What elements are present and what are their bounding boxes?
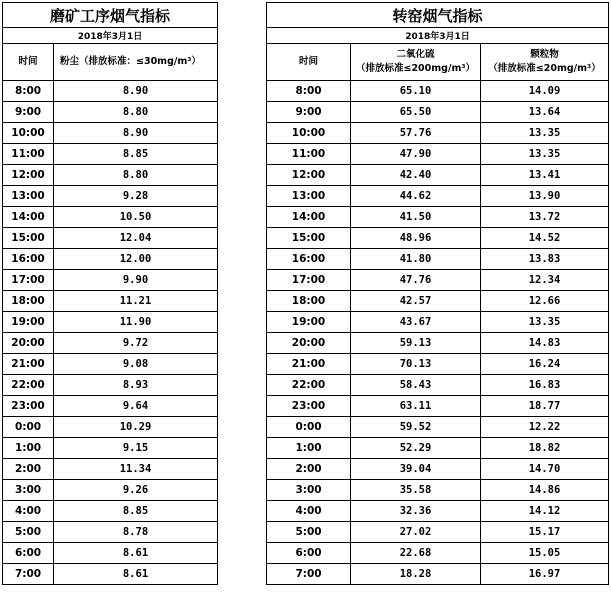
table-row xyxy=(3,396,218,417)
table-row xyxy=(267,228,609,249)
so2-value-cell: 41.80 xyxy=(351,249,481,270)
kiln-emissions-table xyxy=(266,2,609,585)
time-cell: 10:00 xyxy=(267,123,351,144)
time-cell: 2:00 xyxy=(3,459,54,480)
date-row xyxy=(3,28,218,44)
table-row xyxy=(267,207,609,228)
table-row xyxy=(267,501,609,522)
table-row xyxy=(3,270,218,291)
time-cell: 3:00 xyxy=(3,480,54,501)
dust-value-cell: 10.50 xyxy=(54,207,218,228)
particulate-column-header xyxy=(481,44,609,81)
so2-value-cell: 35.58 xyxy=(351,480,481,501)
time-cell: 13:00 xyxy=(267,186,351,207)
time-cell: 21:00 xyxy=(267,354,351,375)
dust-value-cell: 12.04 xyxy=(54,228,218,249)
time-cell: 18:00 xyxy=(3,291,54,312)
table-row xyxy=(3,543,218,564)
table-row xyxy=(3,564,218,585)
dust-value-cell: 9.90 xyxy=(54,270,218,291)
dust-value-cell: 8.61 xyxy=(54,543,218,564)
particulate-value-cell: 14.83 xyxy=(481,333,609,354)
particulate-value-cell: 15.05 xyxy=(481,543,609,564)
time-cell: 8:00 xyxy=(3,81,54,102)
header-row xyxy=(3,44,218,81)
kiln-table-title: 转窑烟气指标 xyxy=(267,3,609,28)
table-row xyxy=(3,333,218,354)
so2-value-cell: 39.04 xyxy=(351,459,481,480)
dust-column-header: 粉尘（排放标准：≤30mg/m³） xyxy=(54,44,218,81)
date-row xyxy=(267,28,609,44)
table-row xyxy=(3,459,218,480)
so2-value-cell: 44.62 xyxy=(351,186,481,207)
particulate-value-cell: 14.12 xyxy=(481,501,609,522)
dust-value-cell: 8.85 xyxy=(54,501,218,522)
particulate-value-cell: 13.90 xyxy=(481,186,609,207)
time-cell: 16:00 xyxy=(3,249,54,270)
particulate-value-cell: 13.72 xyxy=(481,207,609,228)
table-row xyxy=(267,396,609,417)
time-cell: 22:00 xyxy=(267,375,351,396)
time-cell: 5:00 xyxy=(267,522,351,543)
time-cell: 19:00 xyxy=(267,312,351,333)
time-cell: 7:00 xyxy=(267,564,351,585)
table-row xyxy=(267,312,609,333)
dust-value-cell: 12.00 xyxy=(54,249,218,270)
dust-value-cell: 9.64 xyxy=(54,396,218,417)
table-row xyxy=(3,81,218,102)
time-cell: 6:00 xyxy=(3,543,54,564)
grinding-emissions-table xyxy=(2,2,218,585)
table-row xyxy=(3,417,218,438)
time-cell: 11:00 xyxy=(3,144,54,165)
table-row xyxy=(267,564,609,585)
header-row xyxy=(267,44,609,81)
time-cell: 1:00 xyxy=(267,438,351,459)
dust-value-cell: 9.15 xyxy=(54,438,218,459)
so2-value-cell: 65.10 xyxy=(351,81,481,102)
table-row xyxy=(267,144,609,165)
time-cell: 17:00 xyxy=(3,270,54,291)
particulate-header-name: 颗粒物 xyxy=(530,49,559,60)
time-cell: 1:00 xyxy=(3,438,54,459)
particulate-value-cell: 13.35 xyxy=(481,144,609,165)
table-row xyxy=(267,354,609,375)
time-cell: 20:00 xyxy=(3,333,54,354)
particulate-value-cell: 15.17 xyxy=(481,522,609,543)
table-row xyxy=(3,354,218,375)
time-cell: 15:00 xyxy=(3,228,54,249)
table-title-row xyxy=(267,3,609,28)
table-row xyxy=(3,165,218,186)
particulate-value-cell: 14.86 xyxy=(481,480,609,501)
dust-value-cell: 8.78 xyxy=(54,522,218,543)
dust-value-cell: 8.90 xyxy=(54,123,218,144)
table-row xyxy=(3,501,218,522)
table-row xyxy=(267,459,609,480)
table-row xyxy=(267,81,609,102)
dust-value-cell: 8.90 xyxy=(54,81,218,102)
dust-value-cell: 9.72 xyxy=(54,333,218,354)
so2-value-cell: 57.76 xyxy=(351,123,481,144)
dust-value-cell: 11.21 xyxy=(54,291,218,312)
table-row xyxy=(3,207,218,228)
time-cell: 8:00 xyxy=(267,81,351,102)
so2-value-cell: 41.50 xyxy=(351,207,481,228)
dust-value-cell: 9.26 xyxy=(54,480,218,501)
time-cell: 10:00 xyxy=(3,123,54,144)
so2-value-cell: 48.96 xyxy=(351,228,481,249)
dust-value-cell: 8.85 xyxy=(54,144,218,165)
table-row xyxy=(267,543,609,564)
time-cell: 3:00 xyxy=(267,480,351,501)
so2-header-standard: （排放标准≤200mg/m³） xyxy=(355,63,476,74)
table-row xyxy=(267,123,609,144)
table-row xyxy=(267,270,609,291)
table-row xyxy=(267,249,609,270)
time-cell: 2:00 xyxy=(267,459,351,480)
time-cell: 6:00 xyxy=(267,543,351,564)
table-row xyxy=(3,291,218,312)
table-row xyxy=(3,186,218,207)
particulate-value-cell: 12.34 xyxy=(481,270,609,291)
so2-value-cell: 47.76 xyxy=(351,270,481,291)
table-title-row xyxy=(3,3,218,28)
table-row xyxy=(267,165,609,186)
time-cell: 22:00 xyxy=(3,375,54,396)
so2-value-cell: 65.50 xyxy=(351,102,481,123)
so2-column-header xyxy=(351,44,481,81)
dust-value-cell: 10.29 xyxy=(54,417,218,438)
grinding-table-date: 2018年3月1日 xyxy=(3,28,218,44)
dust-value-cell: 9.28 xyxy=(54,186,218,207)
time-column-header: 时间 xyxy=(267,44,351,81)
time-cell: 5:00 xyxy=(3,522,54,543)
time-column-header: 时间 xyxy=(3,44,54,81)
time-cell: 18:00 xyxy=(267,291,351,312)
so2-value-cell: 59.13 xyxy=(351,333,481,354)
time-cell: 23:00 xyxy=(3,396,54,417)
table-row xyxy=(267,186,609,207)
particulate-value-cell: 18.82 xyxy=(481,438,609,459)
particulate-value-cell: 16.83 xyxy=(481,375,609,396)
dust-value-cell: 11.90 xyxy=(54,312,218,333)
table-row xyxy=(267,333,609,354)
particulate-value-cell: 16.97 xyxy=(481,564,609,585)
time-cell: 9:00 xyxy=(267,102,351,123)
so2-header-name: 二氧化硫 xyxy=(396,49,435,60)
table-row xyxy=(267,375,609,396)
time-cell: 0:00 xyxy=(3,417,54,438)
particulate-value-cell: 13.35 xyxy=(481,312,609,333)
time-cell: 21:00 xyxy=(3,354,54,375)
so2-value-cell: 63.11 xyxy=(351,396,481,417)
table-row xyxy=(267,522,609,543)
so2-value-cell: 42.57 xyxy=(351,291,481,312)
table-row xyxy=(3,144,218,165)
particulate-value-cell: 18.77 xyxy=(481,396,609,417)
table-row xyxy=(3,312,218,333)
so2-value-cell: 52.29 xyxy=(351,438,481,459)
time-cell: 14:00 xyxy=(3,207,54,228)
table-row xyxy=(3,228,218,249)
so2-value-cell: 18.28 xyxy=(351,564,481,585)
time-cell: 12:00 xyxy=(267,165,351,186)
table-row xyxy=(267,438,609,459)
particulate-value-cell: 13.35 xyxy=(481,123,609,144)
time-cell: 4:00 xyxy=(3,501,54,522)
so2-value-cell: 22.68 xyxy=(351,543,481,564)
time-cell: 20:00 xyxy=(267,333,351,354)
table-row xyxy=(3,522,218,543)
dust-value-cell: 8.80 xyxy=(54,102,218,123)
time-cell: 13:00 xyxy=(3,186,54,207)
particulate-value-cell: 13.83 xyxy=(481,249,609,270)
table-row xyxy=(3,375,218,396)
so2-value-cell: 42.40 xyxy=(351,165,481,186)
dust-value-cell: 8.93 xyxy=(54,375,218,396)
time-cell: 19:00 xyxy=(3,312,54,333)
dust-value-cell: 8.61 xyxy=(54,564,218,585)
table-row xyxy=(3,102,218,123)
so2-value-cell: 70.13 xyxy=(351,354,481,375)
particulate-value-cell: 12.66 xyxy=(481,291,609,312)
time-cell: 11:00 xyxy=(267,144,351,165)
particulate-value-cell: 14.52 xyxy=(481,228,609,249)
table-row xyxy=(3,249,218,270)
particulate-header-standard: （排放标准≤20mg/m³） xyxy=(488,63,601,74)
so2-value-cell: 43.67 xyxy=(351,312,481,333)
so2-value-cell: 58.43 xyxy=(351,375,481,396)
time-cell: 0:00 xyxy=(267,417,351,438)
time-cell: 23:00 xyxy=(267,396,351,417)
so2-value-cell: 27.02 xyxy=(351,522,481,543)
particulate-value-cell: 16.24 xyxy=(481,354,609,375)
table-row xyxy=(267,480,609,501)
time-cell: 12:00 xyxy=(3,165,54,186)
dust-value-cell: 8.80 xyxy=(54,165,218,186)
table-row xyxy=(267,102,609,123)
time-cell: 4:00 xyxy=(267,501,351,522)
table-row xyxy=(3,438,218,459)
kiln-table-date: 2018年3月1日 xyxy=(267,28,609,44)
time-cell: 16:00 xyxy=(267,249,351,270)
time-cell: 9:00 xyxy=(3,102,54,123)
time-cell: 17:00 xyxy=(267,270,351,291)
so2-value-cell: 59.52 xyxy=(351,417,481,438)
table-row xyxy=(267,291,609,312)
table-row xyxy=(267,417,609,438)
table-row xyxy=(3,123,218,144)
time-cell: 14:00 xyxy=(267,207,351,228)
particulate-value-cell: 14.70 xyxy=(481,459,609,480)
table-row xyxy=(3,480,218,501)
dust-value-cell: 9.08 xyxy=(54,354,218,375)
so2-value-cell: 47.90 xyxy=(351,144,481,165)
particulate-value-cell: 13.41 xyxy=(481,165,609,186)
so2-value-cell: 32.36 xyxy=(351,501,481,522)
time-cell: 15:00 xyxy=(267,228,351,249)
time-cell: 7:00 xyxy=(3,564,54,585)
particulate-value-cell: 14.09 xyxy=(481,81,609,102)
dust-value-cell: 11.34 xyxy=(54,459,218,480)
particulate-value-cell: 13.64 xyxy=(481,102,609,123)
particulate-value-cell: 12.22 xyxy=(481,417,609,438)
grinding-table-title: 磨矿工序烟气指标 xyxy=(3,3,218,28)
